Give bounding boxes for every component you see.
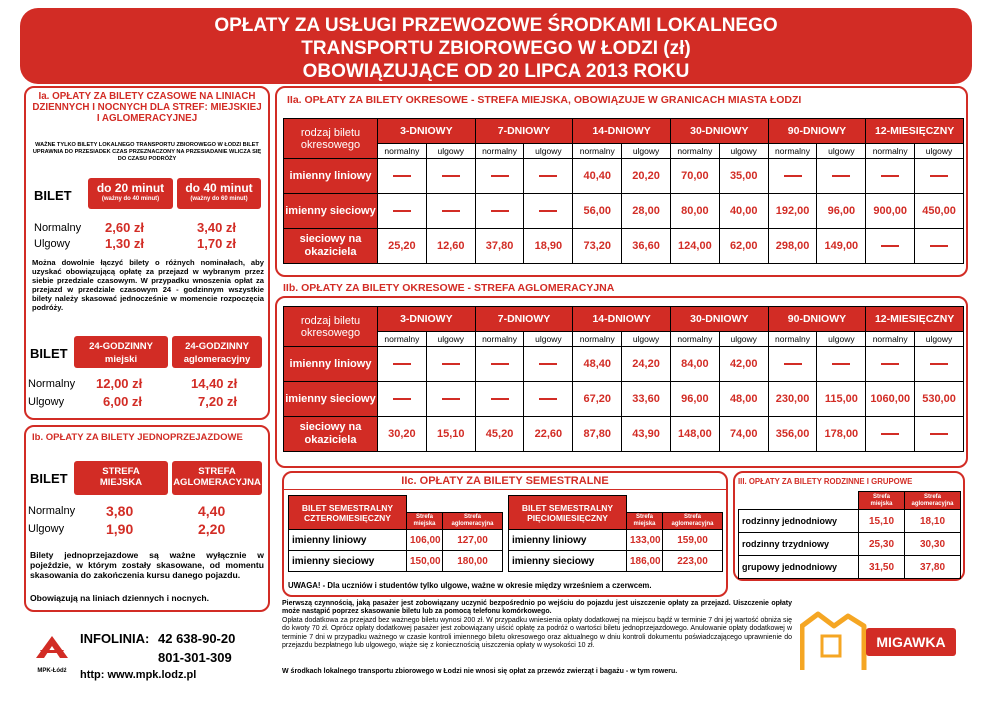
city-price-cell (915, 229, 964, 264)
dash-mark (442, 398, 460, 400)
price-24h-agglo-reduced: 7,20 zł (198, 394, 238, 409)
agglo-row-label: sieciowy na okaziciela (284, 417, 378, 452)
dash-mark (881, 245, 899, 247)
family-row-label: grupowy jednodniowy (739, 556, 859, 579)
bilet-label: BILET (34, 188, 72, 203)
agglo-price-cell (866, 417, 915, 452)
dash-mark (832, 175, 850, 177)
ticket-24h-city-header (74, 336, 168, 368)
agglo-period-table (283, 306, 964, 452)
agglo-price-cell: 1060,00 (866, 382, 915, 417)
agglo-period-header: 14-DNIOWY (573, 307, 671, 332)
city-price-cell (426, 159, 475, 194)
city-subheader: ulgowy (915, 144, 964, 159)
city-price-cell (817, 159, 866, 194)
agglo-price-cell (475, 382, 524, 417)
single-price-reduced-agglo: 2,20 (198, 521, 226, 537)
single-price-normal-agglo: 4,40 (198, 503, 226, 519)
ticket-20min-subtitle: (ważny do 40 minut) (101, 196, 160, 202)
single-agglo-line1: STREFA (198, 466, 236, 477)
combine-tickets-paragraph: Można dowolnie łączyć bilety o różnych nominałach, aby uzyskać obowiązującą opłatę za przejazd w wybranym przez siebie przedziale czasowym. W przypadku wnoszenia opłat za przejazd w przedziale czasowym 24 - godzinnym wszystkie bilety należy skasować jednocześnie w momencie rozpoczęcia podróży. (32, 258, 264, 313)
agglo-price-cell: 356,00 (768, 417, 817, 452)
semester-4month-spacer-2 (443, 496, 503, 513)
single-tickets-panel (24, 425, 270, 612)
city-price-cell: 73,20 (573, 229, 622, 264)
family-row-label: rodzinny trzydniowy (739, 533, 859, 556)
agglo-price-cell (378, 382, 427, 417)
agglo-price-cell: 45,20 (475, 417, 524, 452)
semester-5month-row1-agglo: 159,00 (663, 530, 723, 551)
semester-4month-table (288, 495, 503, 572)
single-tickets-paragraph2: Obowiązują na liniach dziennych i nocnych. (30, 593, 210, 603)
single-tickets-paragraph: Bilety jednoprzejazdowe są ważne wyłącznie w pojeździe, w którym zostały skasowane, od momentu skasowania do zakończenia kursu danego pojazdu. (30, 550, 264, 581)
agglo-price-cell: 87,80 (573, 417, 622, 452)
single-agglo-line2: AGLOMERACYJNA (173, 477, 261, 488)
agglo-period-header: 7-DNIOWY (475, 307, 573, 332)
ticket-40min-header (177, 178, 261, 209)
agglo-corner-header: rodzaj biletu okresowego (284, 307, 378, 347)
city-price-cell: 40,00 (719, 194, 768, 229)
price-24h-agglo-normal: 14,40 zł (191, 376, 238, 391)
dash-mark (539, 210, 557, 212)
semester-5month-row1-label: imienny liniowy (509, 530, 627, 551)
dash-mark (539, 175, 557, 177)
city-period-panel (275, 86, 968, 277)
city-price-cell: 37,80 (475, 229, 524, 264)
semester-4month-row1-city: 106,00 (407, 530, 443, 551)
city-price-cell (524, 159, 573, 194)
ticket-40min-subtitle: (ważny do 60 minut) (190, 196, 248, 202)
single-bilet-label: BILET (30, 471, 68, 486)
agglo-subheader: ulgowy (817, 332, 866, 347)
agglo-price-cell: 43,90 (622, 417, 671, 452)
city-price-cell: 192,00 (768, 194, 817, 229)
city-row (284, 159, 964, 194)
footer-para-1: Pierwszą czynnością, jaką pasażer jest zobowiązany uczynić bezpośrednio po wejściu do pojazdu jest uiszczenie opłaty za przejazd. Uiszczenie opłaty może nastąpić poprzez skasowanie biletu lub za pomocą telefonu komórkowego. (282, 600, 792, 616)
agglo-price-cell: 30,20 (378, 417, 427, 452)
ticket-24h-agglo-line1: 24-GODZINNY (185, 341, 249, 352)
agglo-price-cell: 24,20 (622, 347, 671, 382)
agglo-price-cell (915, 347, 964, 382)
dash-mark (881, 363, 899, 365)
city-price-cell: 298,00 (768, 229, 817, 264)
family-price-agglo: 30,30 (905, 533, 961, 556)
agglo-price-cell: 15,10 (426, 417, 475, 452)
family-price-city: 15,10 (859, 510, 905, 533)
agglo-subheader: normalny (670, 332, 719, 347)
family-price-city: 25,30 (859, 533, 905, 556)
agglo-subheader: ulgowy (426, 332, 475, 347)
city-price-cell (915, 159, 964, 194)
dash-mark (539, 363, 557, 365)
city-price-cell: 149,00 (817, 229, 866, 264)
normal2-label: Normalny (28, 378, 76, 390)
city-price-cell: 450,00 (915, 194, 964, 229)
city-price-cell (768, 159, 817, 194)
single-tickets-title: Ib. OPŁATY ZA BILETY JEDNOPRZEJAZDOWE (32, 432, 243, 443)
semester-4month-row2-label: imienny sieciowy (289, 551, 407, 572)
normal-label: Normalny (34, 222, 82, 234)
agglo-price-cell (524, 382, 573, 417)
agglo-price-cell: 67,20 (573, 382, 622, 417)
city-subheader: ulgowy (426, 144, 475, 159)
semester-4month-title: BILET SEMESTRALNY CZTEROMIESIĘCZNY (289, 496, 407, 530)
agglo-price-cell: 22,60 (524, 417, 573, 452)
single-agglo-header (172, 461, 262, 495)
agglo-row-label: imienny liniowy (284, 347, 378, 382)
hotline-phone-2: 801-301-309 (158, 650, 232, 665)
price-24h-city-reduced: 6,00 zł (103, 394, 143, 409)
agglo-period-header: 90-DNIOWY (768, 307, 866, 332)
agglo-price-cell: 115,00 (817, 382, 866, 417)
page-header (20, 8, 972, 84)
city-subheader: normalny (573, 144, 622, 159)
migawka-logo (800, 606, 960, 676)
city-price-cell: 124,00 (670, 229, 719, 264)
family-zone-agglo: Strefa aglomeracyjna (905, 492, 961, 510)
city-period-header: 12-MIESIĘCZNY (866, 119, 964, 144)
header-line-1: OPŁATY ZA USŁUGI PRZEWOZOWE ŚRODKAMI LOKALNEGO (214, 15, 778, 36)
header-line-2: TRANSPORTU ZBIOROWEGO W ŁODZI (zł) (301, 38, 691, 59)
dash-mark (832, 363, 850, 365)
price-normal-20: 2,60 zł (105, 220, 145, 235)
semester-4month-row2-agglo: 180,00 (443, 551, 503, 572)
dash-mark (393, 210, 411, 212)
agglo-period-header: 30-DNIOWY (670, 307, 768, 332)
agglo-subheader: normalny (866, 332, 915, 347)
dash-mark (393, 363, 411, 365)
family-row (739, 533, 961, 556)
agglo-subheader: normalny (378, 332, 427, 347)
dash-mark (930, 433, 948, 435)
city-row (284, 229, 964, 264)
city-period-title: IIa. OPŁATY ZA BILETY OKRESOWE - STREFA MIEJSKA, OBOWIĄZUJE W GRANICACH MIASTA ŁODZI (287, 94, 802, 106)
semester-4month-spacer-1 (407, 496, 443, 513)
city-price-cell (378, 194, 427, 229)
agglo-price-cell: 42,00 (719, 347, 768, 382)
dash-mark (930, 363, 948, 365)
agglo-price-cell (426, 382, 475, 417)
bilet24-label: BILET (30, 346, 68, 361)
agglo-price-cell (817, 347, 866, 382)
semester-4month-zone-agglo: Strefa aglomeracyjna (443, 513, 503, 530)
city-price-cell: 36,60 (622, 229, 671, 264)
single-price-reduced-city: 1,90 (106, 521, 134, 537)
family-row-label: rodzinny jednodniowy (739, 510, 859, 533)
agglo-price-cell: 84,00 (670, 347, 719, 382)
header-line-3: OBOWIĄZUJĄCE OD 20 LIPCA 2013 ROKU (302, 61, 690, 82)
semester-5month-row1-city: 133,00 (627, 530, 663, 551)
family-panel (733, 471, 965, 581)
dash-mark (881, 433, 899, 435)
city-period-table (283, 118, 964, 264)
agglo-period-header: 3-DNIOWY (378, 307, 476, 332)
agglo-price-cell: 530,00 (915, 382, 964, 417)
city-price-cell: 35,00 (719, 159, 768, 194)
city-price-cell (866, 229, 915, 264)
agglo-period-panel (275, 296, 968, 468)
footer-para-3: W środkach lokalnego transportu zbiorowego w Łodzi nie wnosi się opłat za przewóz zwierząt i bagażu - w tym roweru. (282, 668, 678, 675)
city-period-header: 14-DNIOWY (573, 119, 671, 144)
dash-mark (881, 175, 899, 177)
family-title: III. OPŁATY ZA BILETY RODZINNE I GRUPOWE (738, 477, 913, 486)
hotline-label: INFOLINIA: (80, 631, 150, 646)
agglo-subheader: ulgowy (622, 332, 671, 347)
agglo-price-cell (524, 347, 573, 382)
agglo-price-cell: 48,40 (573, 347, 622, 382)
city-price-cell: 12,60 (426, 229, 475, 264)
city-period-header: 7-DNIOWY (475, 119, 573, 144)
city-price-cell: 62,00 (719, 229, 768, 264)
mpk-logo (32, 632, 72, 674)
website-link[interactable]: http: www.mpk.lodz.pl (80, 669, 197, 681)
city-price-cell: 70,00 (670, 159, 719, 194)
city-price-cell: 80,00 (670, 194, 719, 229)
reduced2-label: Ulgowy (28, 396, 65, 408)
city-price-cell: 56,00 (573, 194, 622, 229)
dash-mark (539, 398, 557, 400)
single-city-line2: MIEJSKA (99, 477, 143, 488)
dash-mark (393, 175, 411, 177)
dash-mark (442, 175, 460, 177)
semester-5month-zone-city: Strefa miejska (627, 513, 663, 530)
semester-4month-row1-agglo: 127,00 (443, 530, 503, 551)
semester-panel (282, 471, 728, 597)
hotline-phone-1: 42 638-90-20 (158, 631, 236, 646)
semester-4month-zone-city: Strefa miejska (407, 513, 443, 530)
agglo-price-cell (915, 417, 964, 452)
dash-mark (393, 398, 411, 400)
semester-5month-spacer-1 (627, 496, 663, 513)
agglo-subheader: ulgowy (915, 332, 964, 347)
agglo-subheader: normalny (573, 332, 622, 347)
agglo-price-cell: 74,00 (719, 417, 768, 452)
family-price-city: 31,50 (859, 556, 905, 579)
agglo-subheader: ulgowy (524, 332, 573, 347)
agglo-subheader: normalny (768, 332, 817, 347)
dash-mark (930, 245, 948, 247)
city-price-cell (426, 194, 475, 229)
semester-5month-spacer-2 (663, 496, 723, 513)
single-reduced-label: Ulgowy (28, 523, 65, 535)
city-price-cell (475, 159, 524, 194)
mpk-logo-text: MPK-Łódź (37, 668, 67, 674)
ticket-40min-title: do 40 minut (185, 181, 253, 195)
city-row-label: sieciowy na okaziciela (284, 229, 378, 264)
agglo-price-cell: 178,00 (817, 417, 866, 452)
city-price-cell (378, 159, 427, 194)
semester-5month-row2-label: imienny sieciowy (509, 551, 627, 572)
ticket-24h-agglo-line2: aglomeracyjny (183, 354, 251, 365)
city-period-header: 90-DNIOWY (768, 119, 866, 144)
family-row (739, 556, 961, 579)
dash-mark (442, 210, 460, 212)
city-row (284, 194, 964, 229)
semester-5month-row2-agglo: 223,00 (663, 551, 723, 572)
city-price-cell: 20,20 (622, 159, 671, 194)
city-corner-header: rodzaj biletu okresowego (284, 119, 378, 159)
family-zone-city: Strefa miejska (859, 492, 905, 510)
single-normal-label: Normalny (28, 505, 76, 517)
price-normal-40: 3,40 zł (197, 220, 237, 235)
city-price-cell: 900,00 (866, 194, 915, 229)
semester-5month-table (508, 495, 723, 572)
city-price-cell: 28,00 (622, 194, 671, 229)
price-reduced-40: 1,70 zł (197, 236, 237, 251)
city-price-cell: 96,00 (817, 194, 866, 229)
price-24h-city-normal: 12,00 zł (96, 376, 143, 391)
city-period-header: 3-DNIOWY (378, 119, 476, 144)
agglo-price-cell (426, 347, 475, 382)
migawka-logo-label: MIGAWKA (866, 628, 956, 656)
mpk-logo-icon (32, 632, 72, 662)
agglo-subheader: normalny (475, 332, 524, 347)
dash-mark (491, 175, 509, 177)
agglo-period-header: 12-MIESIĘCZNY (866, 307, 964, 332)
city-subheader: normalny (866, 144, 915, 159)
ticket-20min-header (88, 178, 173, 209)
city-subheader: ulgowy (817, 144, 866, 159)
price-reduced-20: 1,30 zł (105, 236, 145, 251)
dash-mark (491, 210, 509, 212)
dash-mark (491, 398, 509, 400)
semester-4month-row2-city: 150,00 (407, 551, 443, 572)
agglo-price-cell: 148,00 (670, 417, 719, 452)
city-subheader: normalny (670, 144, 719, 159)
semester-title: IIc. OPŁATY ZA BILETY SEMESTRALNE (401, 475, 609, 487)
city-row-label: imienny liniowy (284, 159, 378, 194)
time-tickets-title: Ia. OPŁATY ZA BILETY CZASOWE NA LINIACH DZIENNYCH I NOCNYCH DLA STREF: MIEJSKIEJ I AGLOMERACYJNEJ (32, 91, 262, 124)
single-city-header (74, 461, 168, 495)
agglo-subheader: ulgowy (719, 332, 768, 347)
city-subheader: ulgowy (719, 144, 768, 159)
family-price-agglo: 37,80 (905, 556, 961, 579)
city-price-cell (475, 194, 524, 229)
agglo-row (284, 347, 964, 382)
semester-4month-row1-label: imienny liniowy (289, 530, 407, 551)
city-price-cell: 40,40 (573, 159, 622, 194)
city-subheader: normalny (475, 144, 524, 159)
ticket-20min-title: do 20 minut (96, 181, 165, 195)
dash-mark (784, 175, 802, 177)
ticket-24h-agglo-header (172, 336, 262, 368)
dash-mark (442, 363, 460, 365)
agglo-price-cell: 33,60 (622, 382, 671, 417)
single-price-normal-city: 3,80 (106, 503, 134, 519)
family-row (739, 510, 961, 533)
agglo-price-cell (378, 347, 427, 382)
city-price-cell (524, 194, 573, 229)
time-tickets-note: WAŻNE TYLKO BILETY LOKALNEGO TRANSPORTU ZBIOROWEGO W ŁODZI BILET UPRAWNIA DO PRZESIADEK CZAS PRZEZNACZONY NA PRZESIADANIE WLICZA SIĘ DO CZASU PODRÓŻY (32, 142, 262, 163)
city-price-cell (866, 159, 915, 194)
semester-5month-row2-city: 186,00 (627, 551, 663, 572)
agglo-price-cell: 96,00 (670, 382, 719, 417)
dash-mark (784, 363, 802, 365)
dash-mark (930, 175, 948, 177)
agglo-row-label: imienny sieciowy (284, 382, 378, 417)
reduced-label: Ulgowy (34, 238, 71, 250)
agglo-row (284, 417, 964, 452)
ticket-24h-city-line2: miejski (104, 354, 138, 365)
family-table (738, 491, 961, 579)
semester-note: UWAGA! - Dla uczniów i studentów tylko ulgowe, ważne w okresie między wrześniem a czerwcem. (288, 581, 652, 590)
agglo-price-cell (768, 347, 817, 382)
agglo-price-cell (866, 347, 915, 382)
footer-para-2: Opłata dodatkowa za przejazd bez ważnego biletu wynosi 200 zł. W przypadku wniesienia opłaty dodatkowej na miejscu bądź w terminie 7 dni jej wartość obniża się do kwoty 70 zł. Oprócz opłaty dodatkowej pasażer jest zobowiązany uiścić opłatę za podróż o wartości biletu jednoprzejazdowego. Anulowanie opłaty dodatkowej w terminie 7 dni w przypadku ważnego w czasie kontroli imiennego biletu okresowego oraz aktualnego w dniu kontroli dokumentu poświadczającego uprawnienie do przejazdu bezpłatnego lub ulgowego, wiąże się z koniecznością uiszczenia opłaty w wysokości 10 zł. (282, 617, 792, 650)
time-tickets-panel (24, 86, 270, 420)
city-subheader: ulgowy (622, 144, 671, 159)
city-subheader: normalny (768, 144, 817, 159)
family-corner (739, 492, 859, 510)
single-city-line1: STREFA (102, 466, 140, 477)
city-subheader: ulgowy (524, 144, 573, 159)
agglo-period-title: IIb. OPŁATY ZA BILETY OKRESOWE - STREFA AGLOMERACYJNA (283, 282, 615, 294)
agglo-row (284, 382, 964, 417)
agglo-price-cell: 230,00 (768, 382, 817, 417)
semester-5month-title: BILET SEMESTRALNY PIĘCIOMIESIĘCZNY (509, 496, 627, 530)
city-period-header: 30-DNIOWY (670, 119, 768, 144)
agglo-price-cell (475, 347, 524, 382)
city-subheader: normalny (378, 144, 427, 159)
semester-5month-zone-agglo: Strefa aglomeracyjna (663, 513, 723, 530)
city-row-label: imienny sieciowy (284, 194, 378, 229)
family-price-agglo: 18,10 (905, 510, 961, 533)
city-price-cell: 25,20 (378, 229, 427, 264)
agglo-price-cell: 48,00 (719, 382, 768, 417)
city-price-cell: 18,90 (524, 229, 573, 264)
semester-title-underline (284, 489, 726, 490)
ticket-24h-city-line1: 24-GODZINNY (89, 341, 153, 352)
dash-mark (491, 363, 509, 365)
